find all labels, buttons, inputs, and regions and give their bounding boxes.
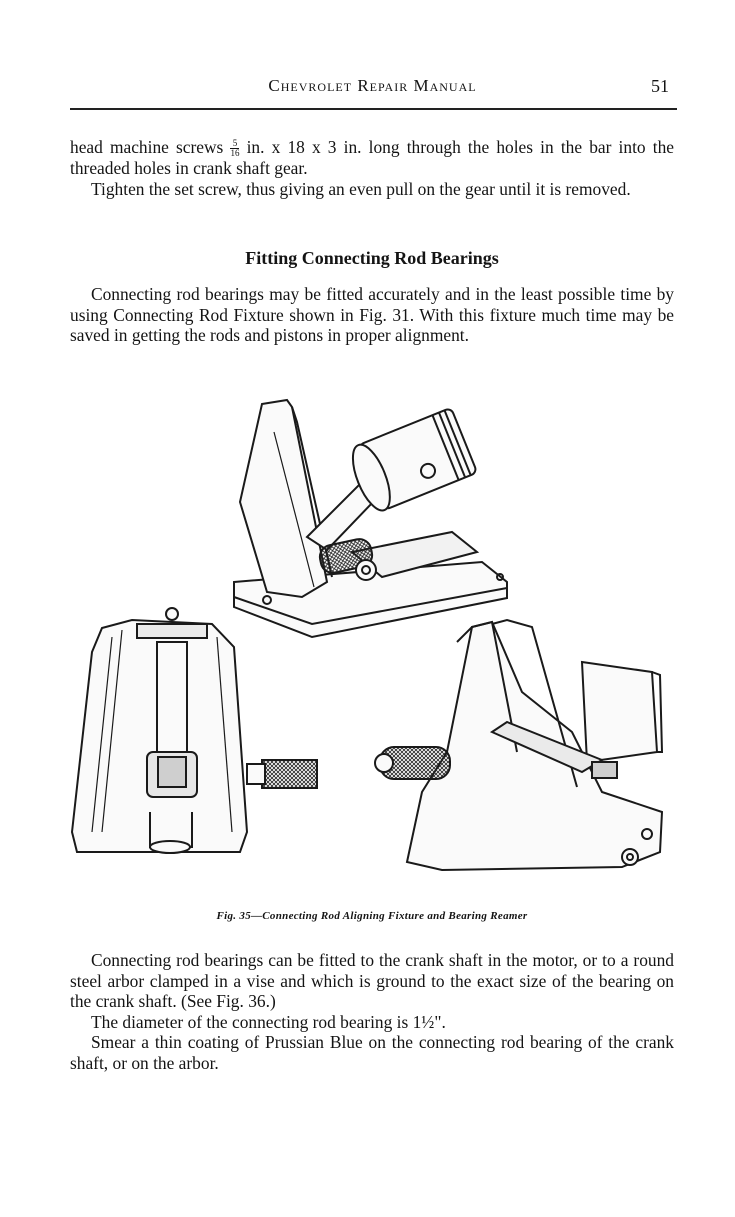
section-text (70, 284, 674, 346)
running-head: Chevrolet Repair Manual (268, 76, 477, 95)
intro-text-after-fraction: in. x 18 x 3 in. long through the holes in the bar into the threaded holes in crank shaft gear. (70, 137, 674, 178)
section-heading: Fitting Connecting Rod Bearings (245, 248, 499, 268)
section-paragraph-1: Connecting rod bearings may be fitted accurately and in the least possible time by using Connecting Rod Fixture shown in Fig. 31. With this fixture much time may be saved in getting the rods and pistons in proper alignment. (70, 284, 674, 345)
intro-paragraph-2: Tighten the set screw, thus giving an even pull on the gear until it is removed. (91, 178, 631, 199)
aligning-fixture-drawing (62, 392, 672, 902)
intro-paragraph-1 (70, 137, 674, 179)
fraction-numerator: 5 (230, 139, 239, 149)
intro-text-before-fraction: head machine screws (70, 137, 231, 157)
page-number: 51 (651, 76, 669, 96)
figure-illustration (62, 392, 672, 902)
fraction-denominator: 16 (230, 148, 240, 158)
intro-text (70, 137, 674, 199)
body-paragraph-3: Smear a thin coating of Prussian Blue on the connecting rod bearing of the crank shaft, or on the arbor. (70, 1032, 674, 1073)
header-rule (70, 108, 677, 110)
body-paragraph-1: Connecting rod bearings can be fitted to the crank shaft in the motor, or to a round steel arbor clamped in a vise and which is ground to the exact size of the bearing on the crank shaft. (See Fig. 36.) (70, 950, 674, 1011)
page-header (70, 76, 675, 102)
figure-caption: Fig. 35—Connecting Rod Aligning Fixture and Bearing Reamer (216, 910, 528, 922)
body-paragraph-2: The diameter of the connecting rod bearing is 1½". (91, 1011, 446, 1032)
body-text (70, 950, 674, 1073)
